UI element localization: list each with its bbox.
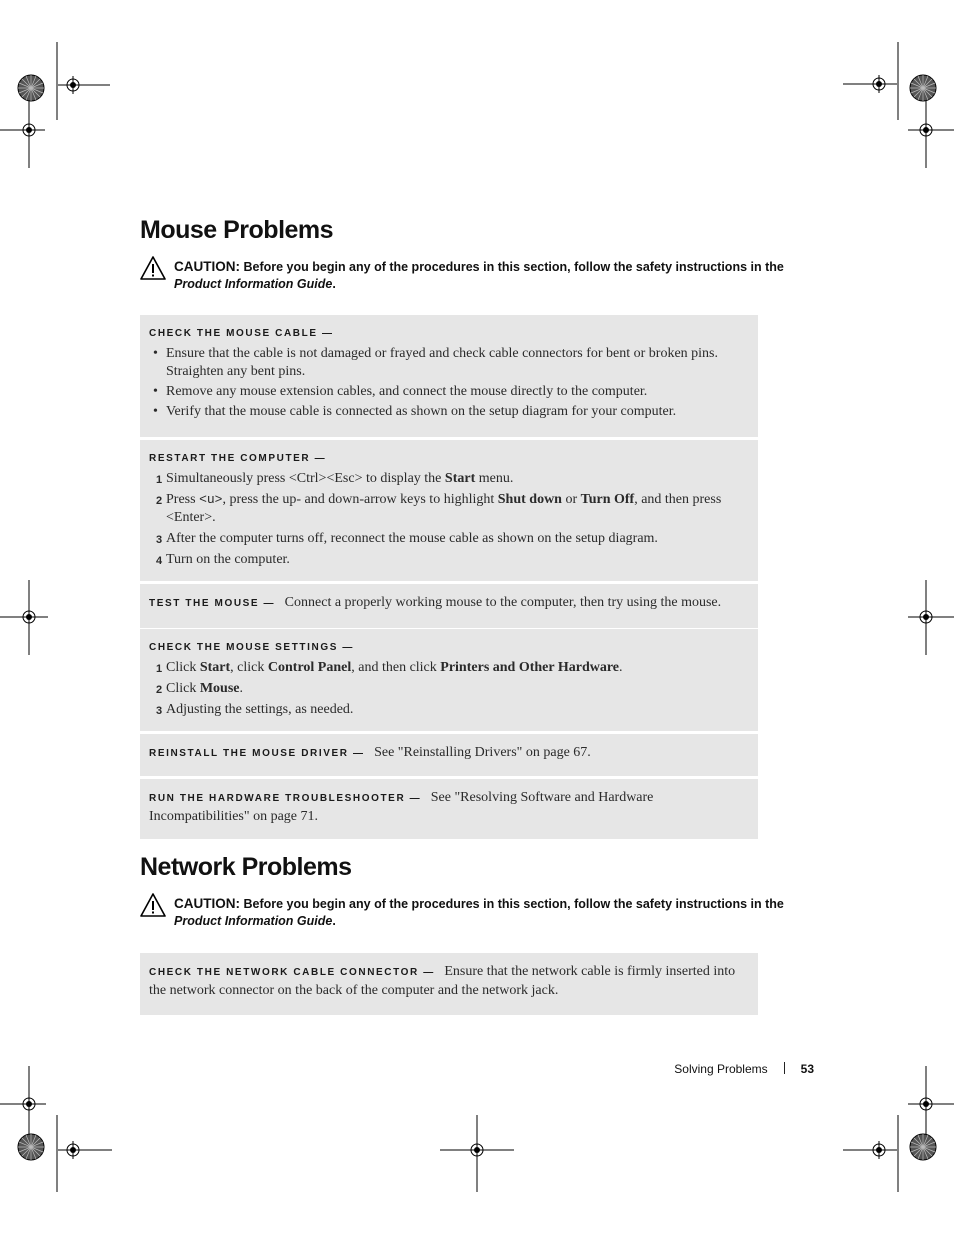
box-title: CHECK THE MOUSE CABLE — xyxy=(149,328,334,339)
list-item-text: Ensure that the cable is not damaged or frayed and check cable connectors for bent or broken pins. Straighten any bent pins. xyxy=(166,346,719,379)
step-number: 3 xyxy=(156,705,163,717)
caution-label: CAUTION: xyxy=(174,896,240,911)
step-item xyxy=(149,659,749,677)
network-caution xyxy=(140,895,820,930)
step-text: After the computer turns off, reconnect the mouse cable as shown on the setup diagram. xyxy=(166,531,658,546)
list-item: • Remove any mouse extension cables, and connect the mouse directly to the computer. xyxy=(153,384,648,399)
box-text: Ensure that the network cable is firmly inserted into the network connector on the back of the computer and the network jack. xyxy=(149,964,736,998)
list-item-text: Remove any mouse extension cables, and connect the mouse directly to the computer. xyxy=(166,384,648,399)
page-number: 53 xyxy=(800,1062,814,1076)
mouse-caution xyxy=(140,258,820,293)
box-text: Connect a properly working mouse to the computer, then try using the mouse. xyxy=(284,595,722,610)
start-menu-term: Start xyxy=(444,471,476,486)
page-footer xyxy=(600,1062,814,1076)
check-mouse-settings-box xyxy=(140,629,758,731)
box-title: TEST THE MOUSE — xyxy=(149,598,276,609)
footer-section-title: Solving Problems xyxy=(674,1062,768,1076)
step-text: , and then press <Enter>. xyxy=(166,492,722,525)
list-item-text: Verify that the mouse cable is connected as shown on the setup diagram for your computer. xyxy=(166,404,677,419)
step-item xyxy=(149,470,749,488)
step-text: . xyxy=(239,681,244,696)
step-number: 1 xyxy=(156,663,163,675)
step-number: 4 xyxy=(156,555,163,567)
mouse-term: Mouse xyxy=(199,681,240,696)
box-title: RESTART THE COMPUTER — xyxy=(149,453,327,464)
warning-triangle-icon xyxy=(140,256,166,280)
step-text: menu. xyxy=(478,471,514,486)
shut-down-term: Shut down xyxy=(497,492,562,507)
step-number: 2 xyxy=(156,495,163,507)
list-item: • Ensure that the cable is not damaged or frayed and check cable connectors for bent or broken pins. Straighten any bent pins. xyxy=(153,346,719,379)
check-mouse-cable-box xyxy=(140,315,758,437)
caution-doc-title: Product Information Guide xyxy=(174,914,333,928)
box-text: See "Resolving Software and Hardware Incompatibilities" on page 71. xyxy=(149,790,654,824)
step-text: Simultaneously press <Ctrl><Esc> to display the xyxy=(166,471,442,486)
step-text: or xyxy=(565,492,578,507)
caution-period: . xyxy=(332,277,336,291)
step-text: , press the up- and down-arrow keys to highlight xyxy=(222,492,495,507)
turn-off-term: Turn Off xyxy=(580,492,635,507)
step-text: Click xyxy=(166,660,197,675)
step-item xyxy=(149,491,749,527)
start-term: Start xyxy=(199,660,231,675)
list-item: • Verify that the mouse cable is connected as shown on the setup diagram for your computer. xyxy=(153,404,677,419)
network-problems-heading: Network Problems xyxy=(140,853,352,881)
step-text: , and then click xyxy=(351,660,437,675)
step-text: Adjusting the settings, as needed. xyxy=(166,702,354,717)
mouse-problems-heading: Mouse Problems xyxy=(140,216,334,244)
check-cable-list xyxy=(149,345,749,421)
step-text: . xyxy=(619,660,623,675)
box-title: CHECK THE MOUSE SETTINGS — xyxy=(149,642,354,653)
step-number: 1 xyxy=(156,474,163,486)
key-u: <u> xyxy=(199,492,223,507)
step-text: , click xyxy=(230,660,265,675)
footer-separator xyxy=(784,1062,785,1074)
caution-label: CAUTION: xyxy=(174,259,240,274)
printers-hardware-term: Printers and Other Hardware xyxy=(440,660,620,675)
caution-text: Before you begin any of the procedures in this section, follow the safety instructions in the xyxy=(243,260,784,274)
restart-steps xyxy=(149,470,749,569)
hardware-troubleshooter-box xyxy=(140,779,758,839)
box-title: RUN THE HARDWARE TROUBLESHOOTER — xyxy=(149,793,422,804)
box-title: REINSTALL THE MOUSE DRIVER — xyxy=(149,748,365,759)
step-number: 2 xyxy=(156,684,163,696)
box-title: CHECK THE NETWORK CABLE CONNECTOR — xyxy=(149,967,435,978)
reinstall-driver-box xyxy=(140,734,758,776)
caution-text: Before you begin any of the procedures in this section, follow the safety instructions in the xyxy=(243,897,784,911)
control-panel-term: Control Panel xyxy=(267,660,352,675)
settings-steps xyxy=(149,659,749,719)
warning-triangle-icon xyxy=(140,893,166,917)
step-item xyxy=(149,680,749,698)
step-text: Turn on the computer. xyxy=(166,552,290,567)
step-item xyxy=(149,551,749,569)
caution-period: . xyxy=(332,914,336,928)
step-item xyxy=(149,701,749,719)
box-text: See "Reinstalling Drivers" on page 67. xyxy=(374,745,591,760)
network-cable-connector-box xyxy=(140,953,758,1015)
caution-doc-title: Product Information Guide xyxy=(174,277,333,291)
step-number: 3 xyxy=(156,534,163,546)
step-text: Click xyxy=(166,681,197,696)
restart-computer-box xyxy=(140,440,758,581)
step-item xyxy=(149,530,749,548)
step-text: Press xyxy=(166,492,196,507)
test-mouse-box xyxy=(140,584,758,628)
